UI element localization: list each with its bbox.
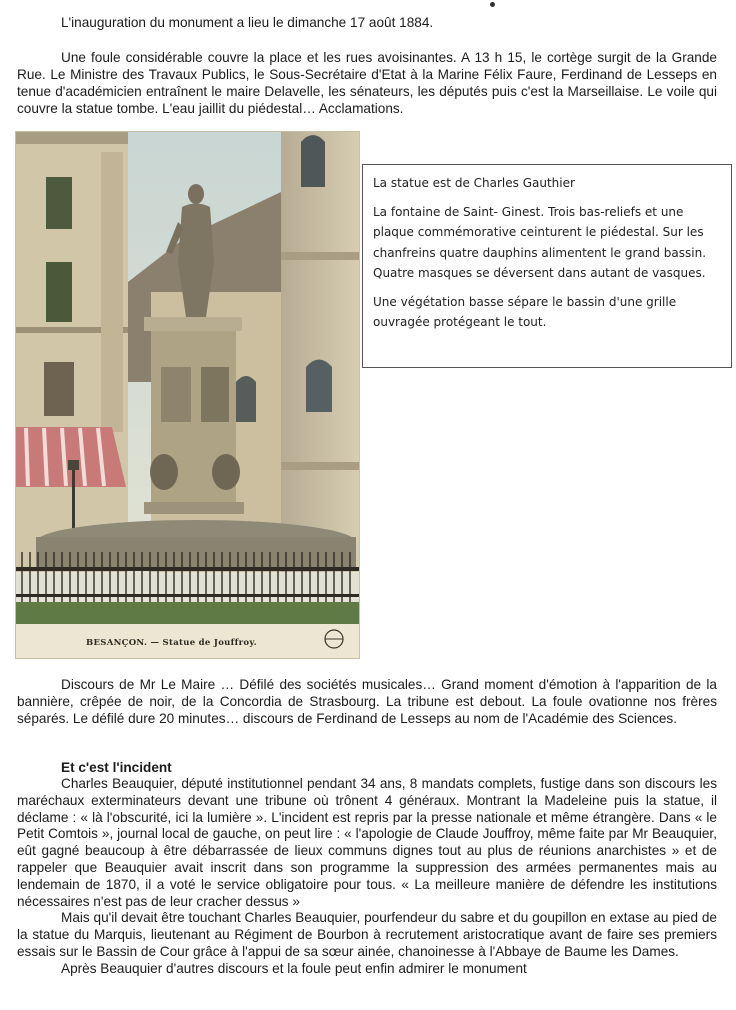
info-fountain: La fontaine de Saint- Ginest. Trois bas-reliefs et une plaque commémorative ceinturent le piédestal. Sur les chanfreins quatre dauphins alimentent le grand bassin. Quatre masques se déversent dans autant de vasques. [373,204,707,280]
intro-line: L'inauguration du monument a lieu le dimanche 17 août 1884. [61,15,434,30]
speeches-paragraph: Discours de Mr Le Maire … Défilé des sociétés musicales… Grand moment d'émotion à l'apparition de la bannière, crêpée de noir, de la Concordia de Strasbourg. La tribune est debout. La foule ovationne nos frères séparés. Le défilé dure 20 minutes… discours de Ferdinand de Lesseps au nom de l'Académie des Sciences. [17,677,717,726]
info-box [362,164,732,368]
incident-part-1: Charles Beauquier, député institutionnel pendant 34 ans, 8 mandats complets, fustige dans son discours les maréchaux exterminateurs devant une tribune où trônent 4 généraux. Montrant la Madeleine puis la statue, il déclame : « là l'obscurité, ici la lumière ». L'incident est repris par la presse nationale et même étrangère. Dans « le Petit Comtois », journal local de gauche, on peut lire : « l'apologie de Claude Jouffroy, même faite par Mr Beauquier, eût gagné beaucoup à être débarrassée de lieux communs dignes tout au plus de réunions anarchistes » et de rappeler que Beauquier avait inscrit dans son programme la suppression des armées permanentes mais au lendemain de 1870, il a voté le service obligatoire pour tous. « La meilleure manière de défendre les institutions nécessaires n'est pas de leur cracher dessus » [17,776,717,909]
incident-heading: Et c'est l'incident [61,760,172,775]
postcard-photo [15,131,360,659]
scan-speck [490,2,495,7]
ceremony-paragraph: Une foule considérable couvre la place et les rues avoisinantes. A 13 h 15, le cortège surgit de la Grande Rue. Le Ministre des Travaux Publics, le Sous-Secrétaire d'Etat à la Marine Félix Faure, Ferdinand de Lesseps en tenue d'académicien entraînent le maire Delavelle, les sénateurs, les députés puis c'est la Marseillaise. Le voile qui couvre la statue tombe. L'eau jaillit du piédestal… Acclamations. [17,50,717,116]
info-vegetation: Une végétation basse sépare le bassin d'une grille ouvragée protégeant le tout. [373,294,677,329]
info-sculptor: La statue est de Charles Gauthier [373,176,575,190]
incident-part-3: Après Beauquier d'autres discours et la foule peut enfin admirer le monument [61,960,527,976]
incident-body [17,776,717,978]
incident-part-2: Mais qu'il devait être touchant Charles Beauquier, pourfendeur du sabre et du goupillon en extase au pied de la statue du Marquis, lieutenant au Régiment de Bourbon à recrutement aristocratique avant de faire ses premiers essais sur le Bassin de Cour grâce à l'appui de sa sœur ainée, chanoinesse à l'Abbaye de Baume les Dames. [17,910,717,959]
statue-fountain-illustration [16,132,359,658]
postcard-caption: BESANÇON. — Statue de Jouffroy. [86,638,257,648]
